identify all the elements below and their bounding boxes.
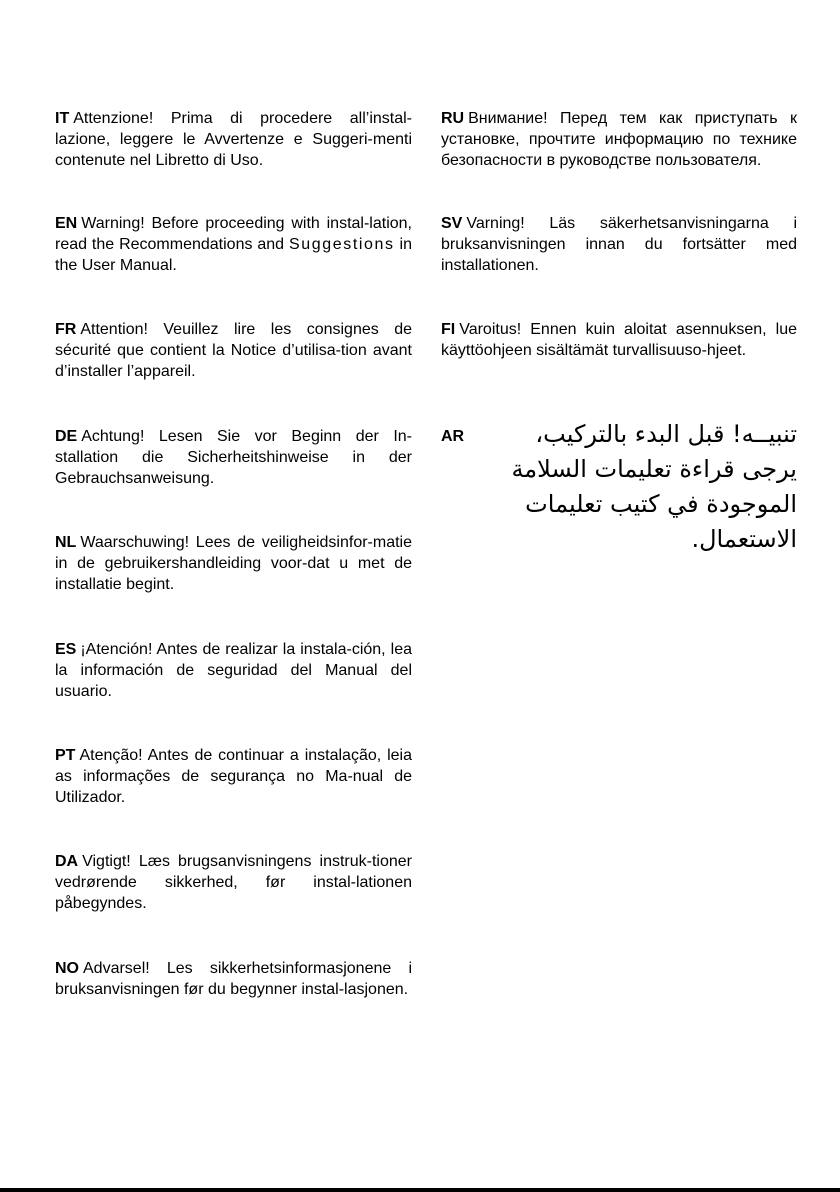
notice-es [55,639,412,702]
language-code: NL [55,534,77,551]
notice-ar [441,420,797,553]
notice-en [55,213,412,276]
notice-it [55,108,412,171]
notice-de [55,426,412,489]
notice-text: Attention! Veuillez lire les consignes de sécurité que contient la Notice d’utilisa-tion avant d’installer l’appareil. [55,321,412,380]
notice-ru [441,108,797,171]
notice-fr [55,319,412,382]
language-code: FR [55,321,77,338]
notice-nl [55,532,412,595]
notice-fi [441,319,797,361]
language-code: ES [55,641,77,658]
notice-text-spaced: Suggestions [288,236,395,253]
bottom-rule [0,1188,840,1192]
notice-text: ¡Atención! Antes de realizar la instala-ción, lea la información de seguridad del Manual del usuario. [55,641,412,700]
notice-da [55,851,412,914]
notice-text: Warning! Before proceeding with instal-lation, read the Recommendations and [55,215,412,253]
notice-no [55,958,412,1000]
language-code: SV [441,215,463,232]
notice-text: Waarschuwing! Lees de veiligheidsinfor-matie in de gebruikershandleiding voor-dat u met de installatie begint. [55,534,412,593]
notice-text-arabic: تنبيــه! قبل البدء بالتركيب، يرجى قراءة تعليمات السلامة الموجودة في كتيب تعليمات الاستعمال. [511,420,797,553]
language-code: DA [55,853,79,870]
language-code: PT [55,747,76,764]
language-code: IT [55,110,70,127]
language-code: AR [441,428,465,445]
language-code: FI [441,321,456,338]
notice-pt [55,745,412,808]
notice-text: Attenzione! Prima di procedere all’instal-lazione, leggere le Avvertenze e Suggeri-menti contenute nel Libretto di Uso. [55,110,412,169]
notice-text: Varning! Läs säkerhetsanvisningarna i bruksanvisningen innan du fortsätter med installationen. [441,215,797,274]
notice-text: Advarsel! Les sikkerhetsinformasjonene i bruksanvisningen før du begynner instal-lasjonen. [55,960,412,998]
notice-text: Atenção! Antes de continuar a instalação, leia as informações de segurança no Ma-nual de Utilizador. [55,747,412,806]
language-code: EN [55,215,78,232]
language-code: DE [55,428,78,445]
notice-text: Achtung! Lesen Sie vor Beginn der In-stallation die Sicherheitshinweise in der Gebrauchsanweisung. [55,428,412,487]
notice-text: in the User Manual. [55,236,412,274]
language-code: RU [441,110,465,127]
notice-sv [441,213,797,276]
notice-text: Внимание! Перед тем как приступать к установке, прочтите информацию по технике безопасности в руководстве пользователя. [441,110,797,169]
language-code: NO [55,960,79,977]
notice-text: Varoitus! Ennen kuin aloitat asennuksen, lue käyttöohjeen sisältämät turvallisuuso-hjeet. [441,321,797,359]
notice-text: Vigtigt! Læs brugsanvisningens instruk-tioner vedrørende sikkerhed, før instal-lationen påbegyndes. [55,853,412,912]
